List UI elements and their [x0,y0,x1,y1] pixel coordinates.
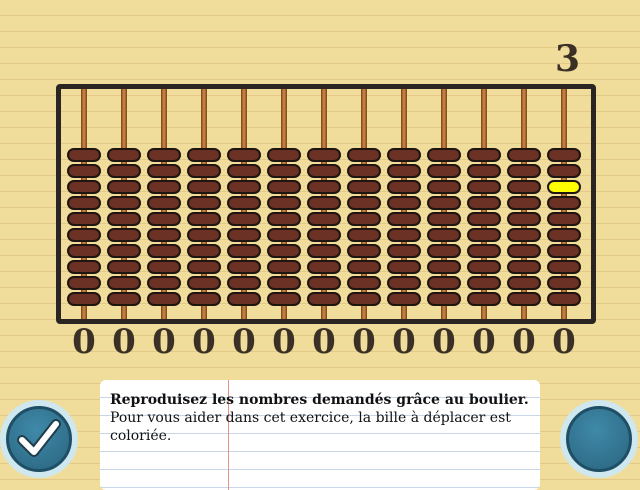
column-digit: 0 [72,322,96,362]
abacus-bead[interactable] [467,148,501,162]
abacus-bead[interactable] [187,292,221,306]
abacus-bead[interactable] [147,164,181,178]
abacus-bead[interactable] [467,260,501,274]
abacus-bead[interactable] [387,276,421,290]
abacus-bead[interactable] [147,292,181,306]
abacus-bead[interactable] [107,196,141,210]
abacus-bead[interactable] [467,292,501,306]
checkmark-icon [16,416,62,462]
abacus-bead[interactable] [147,228,181,242]
abacus-bead[interactable] [147,148,181,162]
abacus-bead[interactable] [347,196,381,210]
abacus-bead[interactable] [347,276,381,290]
abacus-bead[interactable] [507,148,541,162]
abacus-bead[interactable] [387,180,421,194]
abacus-bead[interactable] [387,164,421,178]
abacus-bead[interactable] [107,164,141,178]
abacus-bead[interactable] [267,180,301,194]
abacus-bead[interactable] [547,164,581,178]
abacus-bead[interactable] [107,228,141,242]
abacus-bead[interactable] [307,244,341,258]
abacus-bead[interactable] [67,196,101,210]
abacus-bead[interactable] [227,180,261,194]
instruction-panel [100,380,540,490]
abacus-bead[interactable] [427,228,461,242]
abacus-bead[interactable] [307,228,341,242]
abacus-bead[interactable] [427,180,461,194]
abacus-bead-highlighted[interactable] [547,180,581,194]
abacus-bead[interactable] [147,196,181,210]
abacus-bead[interactable] [387,244,421,258]
abacus-bead[interactable] [107,292,141,306]
abacus-bead[interactable] [107,212,141,226]
instruction-title: Reproduisez les nombres demandés grâce au boulier. [110,392,529,408]
abacus-bead[interactable] [547,228,581,242]
column-digit: 0 [272,322,296,362]
abacus-bead[interactable] [267,260,301,274]
target-number: 3 [554,38,580,80]
abacus-bead[interactable] [187,196,221,210]
abacus-bead[interactable] [427,244,461,258]
abacus-bead[interactable] [507,244,541,258]
abacus-bead[interactable] [147,180,181,194]
column-digit: 0 [392,322,416,362]
abacus-bead[interactable] [467,276,501,290]
abacus-bead[interactable] [267,244,301,258]
abacus-bead[interactable] [507,260,541,274]
abacus-bead[interactable] [267,276,301,290]
abacus-bead[interactable] [67,164,101,178]
abacus-bead[interactable] [227,228,261,242]
abacus-bead[interactable] [307,148,341,162]
abacus-bead[interactable] [307,276,341,290]
abacus-bead[interactable] [427,276,461,290]
abacus-beads [61,89,591,319]
abacus-bead[interactable] [107,244,141,258]
abacus-bead[interactable] [307,212,341,226]
abacus-bead[interactable] [347,228,381,242]
abacus-bead[interactable] [227,260,261,274]
abacus-bead[interactable] [67,148,101,162]
abacus-bead[interactable] [227,276,261,290]
abacus-bead[interactable] [307,180,341,194]
abacus-bead[interactable] [387,228,421,242]
abacus-bead[interactable] [67,180,101,194]
abacus-bead[interactable] [507,292,541,306]
abacus-bead[interactable] [347,292,381,306]
abacus-bead[interactable] [427,164,461,178]
abacus-bead[interactable] [547,148,581,162]
abacus-bead[interactable] [467,228,501,242]
abacus-bead[interactable] [187,228,221,242]
instruction-subtitle: Pour vous aider dans cet exercice, la bille à déplacer est coloriée. [110,410,511,444]
validate-button-face[interactable] [6,406,72,472]
abacus-bead[interactable] [387,292,421,306]
abacus-bead[interactable] [507,164,541,178]
abacus-bead[interactable] [67,228,101,242]
abacus-bead[interactable] [187,180,221,194]
column-digit: 0 [512,322,536,362]
abacus-bead[interactable] [347,148,381,162]
column-digit: 0 [312,322,336,362]
abacus-bead[interactable] [387,212,421,226]
abacus-bead[interactable] [187,212,221,226]
abacus-bead[interactable] [67,212,101,226]
abacus-bead[interactable] [347,180,381,194]
abacus-bead[interactable] [67,292,101,306]
abacus-bead[interactable] [347,212,381,226]
next-button-face[interactable] [566,406,632,472]
abacus-bead[interactable] [307,260,341,274]
abacus-bead[interactable] [147,244,181,258]
abacus-bead[interactable] [187,244,221,258]
abacus-bead[interactable] [547,276,581,290]
validate-button[interactable] [0,400,78,478]
abacus-bead[interactable] [267,228,301,242]
column-digit: 0 [152,322,176,362]
column-digit: 0 [232,322,256,362]
abacus-bead[interactable] [227,292,261,306]
abacus-bead[interactable] [267,212,301,226]
abacus-bead[interactable] [427,196,461,210]
column-digit: 0 [112,322,136,362]
abacus-bead[interactable] [227,212,261,226]
abacus-bead[interactable] [267,148,301,162]
abacus-bead[interactable] [547,260,581,274]
abacus-bead[interactable] [267,292,301,306]
abacus-bead[interactable] [507,212,541,226]
abacus-bead[interactable] [347,260,381,274]
abacus-bead[interactable] [387,196,421,210]
abacus-bead[interactable] [187,148,221,162]
abacus-bead[interactable] [387,260,421,274]
abacus-bead[interactable] [547,292,581,306]
abacus-bead[interactable] [227,196,261,210]
abacus-bead[interactable] [347,164,381,178]
abacus-bead[interactable] [67,276,101,290]
abacus-bead[interactable] [107,260,141,274]
next-button[interactable] [560,400,638,478]
abacus-bead[interactable] [427,292,461,306]
abacus-bead[interactable] [507,196,541,210]
abacus-bead[interactable] [267,196,301,210]
abacus-bead[interactable] [467,212,501,226]
abacus-bead[interactable] [147,212,181,226]
abacus-bead[interactable] [507,276,541,290]
abacus-bead[interactable] [467,180,501,194]
column-digit: 0 [192,322,216,362]
abacus-bead[interactable] [187,260,221,274]
abacus-bead[interactable] [547,196,581,210]
abacus-frame [56,84,596,324]
abacus-bead[interactable] [67,260,101,274]
abacus-bead[interactable] [267,164,301,178]
abacus-bead[interactable] [467,196,501,210]
abacus-bead[interactable] [67,244,101,258]
abacus-bead[interactable] [547,212,581,226]
column-digit: 0 [352,322,376,362]
column-digit: 0 [432,322,456,362]
abacus-bead[interactable] [427,212,461,226]
abacus-bead[interactable] [147,260,181,274]
abacus-bead[interactable] [467,244,501,258]
abacus-bead[interactable] [227,148,261,162]
abacus-bead[interactable] [507,180,541,194]
abacus-bead[interactable] [427,148,461,162]
abacus-bead[interactable] [107,148,141,162]
abacus-bead[interactable] [507,228,541,242]
abacus-bead[interactable] [467,164,501,178]
abacus-bead[interactable] [427,260,461,274]
abacus-bead[interactable] [347,244,381,258]
abacus-bead[interactable] [227,164,261,178]
column-digit: 0 [472,322,496,362]
abacus-bead[interactable] [227,244,261,258]
abacus-bead[interactable] [147,276,181,290]
abacus-bead[interactable] [187,164,221,178]
abacus-bead[interactable] [107,276,141,290]
abacus-bead[interactable] [307,164,341,178]
abacus-bead[interactable] [307,196,341,210]
abacus-bead[interactable] [547,244,581,258]
column-digit: 0 [552,322,576,362]
abacus-bead[interactable] [387,148,421,162]
abacus-bead[interactable] [107,180,141,194]
abacus-bead[interactable] [307,292,341,306]
abacus-bead[interactable] [187,276,221,290]
